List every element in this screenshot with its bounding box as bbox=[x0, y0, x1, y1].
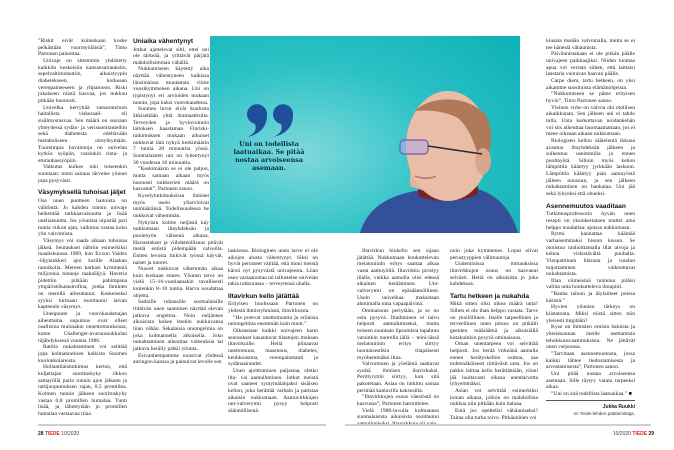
paragraph: ”Keskimäärin se ei ole paljon, mutta samaan aikaan myös huonosti nukkuvien määrä on kasvanut”, Partonen sanoo. bbox=[133, 166, 209, 193]
paragraph: ”He potevat unettomuutta ja erilaisia uniongelmia enemmän kuin muut.” bbox=[228, 314, 318, 328]
paragraph: Kyse on ihmisten omista haluista ja yhteiskunnan meille asettamista tehokkuusvaatimuksista. Ne jättävät unen varjoonsa. bbox=[546, 324, 635, 351]
paragraph: Nuoret nukkuvat vähemmän aikaa kuin koskaan ennen. Yöunen tarve on vielä 15–16-vuotiaanakin tavallisesti kuitenkin 8–10 tuntia. Harva noudattaa ohjetta. bbox=[133, 266, 223, 299]
paragraph: Vaikutus kulkee toki toiseenkin suuntaan: moni sairaus tärvelee yöunet jopa pysyvästi. bbox=[38, 164, 127, 184]
paragraph: laskiessa. Biologinen unen tarve ei ole aikojen alusta vähentynyt. Siksi on hyvät perusteet väittää, että moni meistä kärsii nyt pysyvästä univajeesta. Liian usea vastaanottaa tai tallustelee univelan takia tokkurassa – terveytensä uhalla. bbox=[228, 248, 318, 288]
paragraph: Uudemmissa mittauksissa iltavirkkujen osuus on kasvanut selvästi. Heitä on aikuisista jo joka kahdeksas. bbox=[450, 261, 538, 288]
paragraph: Illan viimeisinä tunteina pitäisi vallita unta houkutteleva ilmapiiri. bbox=[546, 277, 635, 291]
paragraph: Nukkumiseen käytetty aika näyttää vähentyneen kaikissa länsimaissa muutaman viime vuosikymmenen aikana. Uni on typistynyt eri arvioiden mukaan tunnin, jopa kaksi vuorokaudessa. bbox=[133, 66, 209, 106]
article-column-5 bbox=[450, 248, 538, 423]
issue-number: 10/2020 bbox=[61, 431, 80, 437]
paragraph: Hollantilaistutkimus kertoo, että kuljettajan suorituskyky rikkoo samayöllä parin tunnin ajon jälkeen ja rattijuopumuksen rajan, 0,5 promillea. Kolmen tunnin jälkeen suorituskyky vastaa 0,8 promillen humalaa. Tunti lisää, ja lähestytään jo promillen humalaa vastaavaa tilaa. bbox=[38, 364, 127, 417]
paragraph: kiusata itseään valvomalla, mutta se ei tee hänestä vähäunista. bbox=[546, 38, 635, 51]
pull-quote: Uni on todellista laatuaikaa. Se pitää nostaa arvoiseensa asemaan. bbox=[233, 140, 305, 172]
magazine-brand: TIEDE bbox=[632, 431, 648, 437]
paragraph: Iltavirkun biokello sen sijaan jätättää. Nukkumaan houkuttelevan melatoniinin eritys saattaa alkaa vasta aamuyöllä. Iltavirkku piristyy illalla, vaikka aamulla olisi edessä aikainen herääminen. Uni-valverytmi on epäsäännöllinen. Usein univelkaa maksetaan ahmimalla unta vapaapäivinä. bbox=[357, 248, 439, 308]
paragraph: Hyvien yöunien tärkeys on kiistatonta. Miksi niistä sitten niin yleisesti tingitään? bbox=[546, 304, 635, 324]
paragraph: noin joka kymmenes. Loput olivat perustyyppien välimuotoja. bbox=[450, 248, 538, 261]
paragraph: ”Iltavirkkujen osuus väestöstä on kasvussa”, Partonen harmittelee. bbox=[357, 394, 439, 408]
paragraph: Rattiin nukahtaminen voi selittää jopa kolmanneksen kaikista Suomen kuolonkolareista. bbox=[38, 344, 127, 364]
author-role: on Tiede-lehden päätoimittaja. bbox=[573, 411, 635, 416]
section-heading: Väsymyksellä tuhoisat jäljet bbox=[38, 189, 126, 197]
section-heading: Tartu hetkeen ja nukahda bbox=[450, 292, 530, 300]
footer-divider-left bbox=[38, 424, 326, 426]
paragraph: ”Nukkumiseen se pätee erityisen hyvin”, Timo Partonen sanoo. bbox=[546, 91, 635, 104]
paragraph: ”Tarvitaan asennemuutosta, jossa kaikki lähtee tiedostamisesta ja arvostamisesta”, Partonen sanoo. bbox=[546, 351, 635, 371]
paragraph: Päiväunistakaan ei ole pitkän päälle univajeen paikkaajiksi. Niiden tuomaa apua voi verrata siihen, että laittaisi laastaria vuotavan haavan päälle. bbox=[546, 51, 635, 78]
section-heading: Asennemuutos vaaditaan bbox=[546, 202, 626, 210]
paragraph: Jotkut ajattelevat silti, ettei uni ole tärkeää, ja yrittävät pärjätä mahdollisimman vähällä. bbox=[133, 46, 209, 66]
article-column-3 bbox=[228, 248, 318, 423]
paragraph: Esivanhempamme nousivat yhdessä auringon kanssa ja painuivat levolle sen bbox=[133, 352, 223, 366]
paragraph: Yleinen virhe on valvoa ohi otollisen aikaikkunan. Sen jälkeen uni ei tahdo tulla. Unta karkottavan noidankehän voi siis aiheuttaa huomaamattaan, jos ei mene oikeaan aikaan nukkumaan. bbox=[546, 104, 635, 138]
paragraph: Mikä sitten olisi oikea määrä unta? Siihen ei ole ihan helppo vastata. Tarve on yksilöllinen. Itselle tarpeellinen ja terveellinen unen pituus on pitkälti geenien määräämä ja aikuisiällä kutakuinkin pysyvä ominaisuus. bbox=[450, 301, 538, 341]
paragraph: Tutkimusprofessorin hyvän unen resepti on yksinkertainen muttei aina helppo noudattaa: ajoissa nukkumaan. bbox=[546, 211, 635, 231]
paragraph: Ominaisuus periytään, ja se on osin pysyvä. Iltaihminen ei taivu helposti aamuihmiseksi, mutta toiseen suuntaan lipsumista tapahtuu varsinkin nuorella iällä – teini-iässä melatoniinin eritys siirtyy luontaisestikin tilapäisesti myöhemmäksi iltaa. bbox=[357, 307, 439, 361]
page-number: 28 bbox=[38, 431, 44, 437]
page-number: 29 bbox=[648, 431, 654, 437]
section-heading: Uniaika vähentynyt bbox=[133, 38, 194, 45]
footer-left bbox=[38, 431, 79, 437]
paragraph: Väsymys voi saada aikaan tuhoisaa jälkeä. Seuraukset nähtiin esimerkiksi maaliskuussa 1989, kun Exxon Valdez -öljytankkeri ajoi karille Alaskan rannikolla. Mereen karkasi kymmeniä miljoonia tonneja raakaöljyä. Haveria pidettiin pitkään pahimpana ympäristökatastrofina, jonka ihminen on merellä aiheuttanut. Keskeiseksi syyksi turmaan osoittautui laivan kapteenin väsymys. bbox=[38, 237, 127, 311]
paragraph: Erityisen huolissaan Partonen on yhdestä ihmisryhmästä, iltavirkuista. bbox=[228, 301, 318, 315]
article-column-1 bbox=[38, 38, 127, 423]
paragraph: ”Uni on sitä todellista laatuaikaa.” ■ bbox=[551, 390, 632, 397]
author-byline bbox=[546, 400, 635, 417]
paragraph: Univelka kerryttää vatsaonteloon haitallista viskeraali- eli sisälmysrasvaa. Sen määrä on suoraan yhteydessä sydän- ja verisuonitauteihin sekä diabetesta edeltävään metaboliseen oireyhtymään. Tuoreimpia havaintoja on univelan kytkös syöpiin, varsinkin rinta- ja eturauhassyöpiin. bbox=[38, 104, 127, 164]
paragraph: Unenpuute ja vuorokaudenajan aiheuttama uupumus ovat olleet osallisina muissakin onnettomuuksissa, kuten Challenger-avaruussukkulan räjähdyksessä vuonna 1986. bbox=[38, 311, 127, 344]
section-heading: Iltavirkun kello jätättää bbox=[228, 292, 300, 300]
paragraph: ”Riskit eivät kuitenkaan koske pelkästään vuorotyöläisiä”, Timo Partonen painottaa. bbox=[38, 38, 127, 58]
issue-number: 10/2020 bbox=[612, 431, 631, 437]
paragraph: Valvominen ja yöelämä saattavat sysätä ihmisen iltavirkuksi. Perittyrytmi siirtyy, kun sitä pakotetaan. Asiaa on tutkittu samaa perimää kantavilla kaksosilla. bbox=[357, 361, 439, 394]
portrait-illustration bbox=[210, 36, 520, 233]
paragraph: Osa unen puutteen haitoista on välitöntä. Jo kahden tunnin univaje heikentää tarkkaavaisuutta ja lisää uneliaisuutta. Jos yöunista nipistää pari tuntia viikon ajan, vaikutus vastaa koko yön valvomista. bbox=[38, 197, 127, 238]
paragraph: Rytmi kannattaa kääntää varhaisemmaksi hissun kissun. Se onnistuu rauhoittamalla illat aivoja ja kehoa virkistävältä puuhalta. Ylenpalttinen liikunta ja ruudun tuijottaminen vaikeuttavat nukahtamista. bbox=[546, 231, 635, 278]
paragraph: Kyselytutkimuksissa ihmiset myös usein yliarvioivat unimääränsä. Todellisuudessa he nukkuvat vähemmän. bbox=[133, 192, 209, 219]
paragraph: Asian voi selvittää esimerkiksi loman aikana, jolloin on mahdollista nukkua niin pitkään kuin haluaa. bbox=[450, 387, 538, 408]
article-column-4 bbox=[357, 248, 439, 423]
paragraph: Unen ajoittuminen paljastaa, oletko ilta- vai aamuihminen. Jotkut meistä ovat saaneet syntymälahjaksi sisäisen kellon, joka herättää varhain ja patistaa aikaisin nukkumaan. Aamuvirkkujen uni-valverytmi pysyy helposti säännöllisenä. bbox=[228, 368, 318, 414]
article-column-6 bbox=[546, 38, 635, 400]
paragraph: ”Rauha taloon ja älylaitteet poissa käsistä.” bbox=[546, 291, 635, 304]
magazine-brand: TIEDE bbox=[44, 431, 60, 437]
paragraph: Oman unentarpeen voi selvittää helposti. Jos herää virkeänä aamulla ennen herätyskellon soittoa, saa todennäköisesti riittävästi unta. Jos on pakko laittaa kello herättämään, yöuni jää luultavasti oikeaa unentarvetta lyhyemmäksi. bbox=[450, 341, 538, 388]
author-name: Jukka Ruukki bbox=[602, 404, 635, 410]
paragraph: Oikeastaan kaikki univajeen karut seuraukset kasautuvat tilastojen mukaan iltavirkuille. Heitä piinaavat unettomuus, masennus, diabetes, keuhkoastma, verenpainetauti ja sydänsairaudet. bbox=[228, 328, 318, 368]
footer-divider-right bbox=[345, 424, 651, 426]
paragraph: Entä jos opettelisi vähäuniseksi? Taitaa olla turha toivo. Pitkäuninen voi bbox=[450, 407, 538, 421]
paragraph: Nykyisin kolme neljästä käy nukkumaan iltayhdeksän ja puolenyön välisenä aikana. Harrastukset ja viihdeteollisuus pitävät meitä entistä pidempään valveilla. Eniten levosta tinkivät työssä käyvät, naiset ja nuoret. bbox=[133, 219, 223, 266]
paragraph: Univaje on sittemmin yhdistetty kaikkiin keskeisiin kansansairauksiin, sepelvaltimotautiin, aikuistyypin diabetekseen, korkeaan verenpaineeseen ja ylipainoon. Riski jokaiseen niistä kasvaa, jos nukkuu pitkään huonosti. bbox=[38, 57, 127, 104]
paragraph: Carpe diem, tartu hetkeen, on yksi aikamme suosituista elämänohjeista. bbox=[546, 77, 635, 91]
paragraph: Suomen luvut eivät kuulosta äkkiseltään yhtä dramaattisilta. Terveyden ja hyvinvoinnin laitoksen haastaman Finriski-tutkimuksen mukaan aikuiset nukkuvat tätä nykyä keskimäärin 7 tuntia 28 minuuttia yössä. Suomalaisten uni on lyhentynyt 30 vuodessa 18 minuuttia. bbox=[133, 106, 209, 166]
paragraph: Sadoille tuhansille suomalaisille riittävän unen saaminen näyttää olevan jatkuva ongelma. Noin neljännes aikuisista kokee itsekin nukkuvansa liian vähän. Sekalaisia uniongelmia on joka kolmannella aikuisella. Joko nukahtaminen aiheuttaa vaikeuksia tai jatkuva heräily pätkii yöunta. bbox=[133, 299, 223, 353]
paragraph: Biologisen kellon säätelemä ikkuna avautuu iltayhdeksän jälkeen ja sulkeutuu useimmilla jo ennen puoltayötä. Silloin myös kehon lämpötila kääntyy jyrkkään laskuun. Lämpötila kääntyy pian aamuyöstä jälleen nousuun, ja sen jälkeen nukahtaminen on hankalaa. Uni jää sekä lyhyeksi että ohueksi. bbox=[546, 137, 635, 198]
paragraph: Vielä 1980-luvulla kolmannes suomalaisista aikuisista osoittautui bbox=[357, 407, 439, 421]
paragraph: Uni pitää nostaa arvoiseensa asemaan. Sille täytyy varata tarpeeksi aikaa. bbox=[546, 371, 635, 391]
portrait-photo bbox=[210, 36, 520, 233]
footer-right bbox=[613, 431, 654, 437]
